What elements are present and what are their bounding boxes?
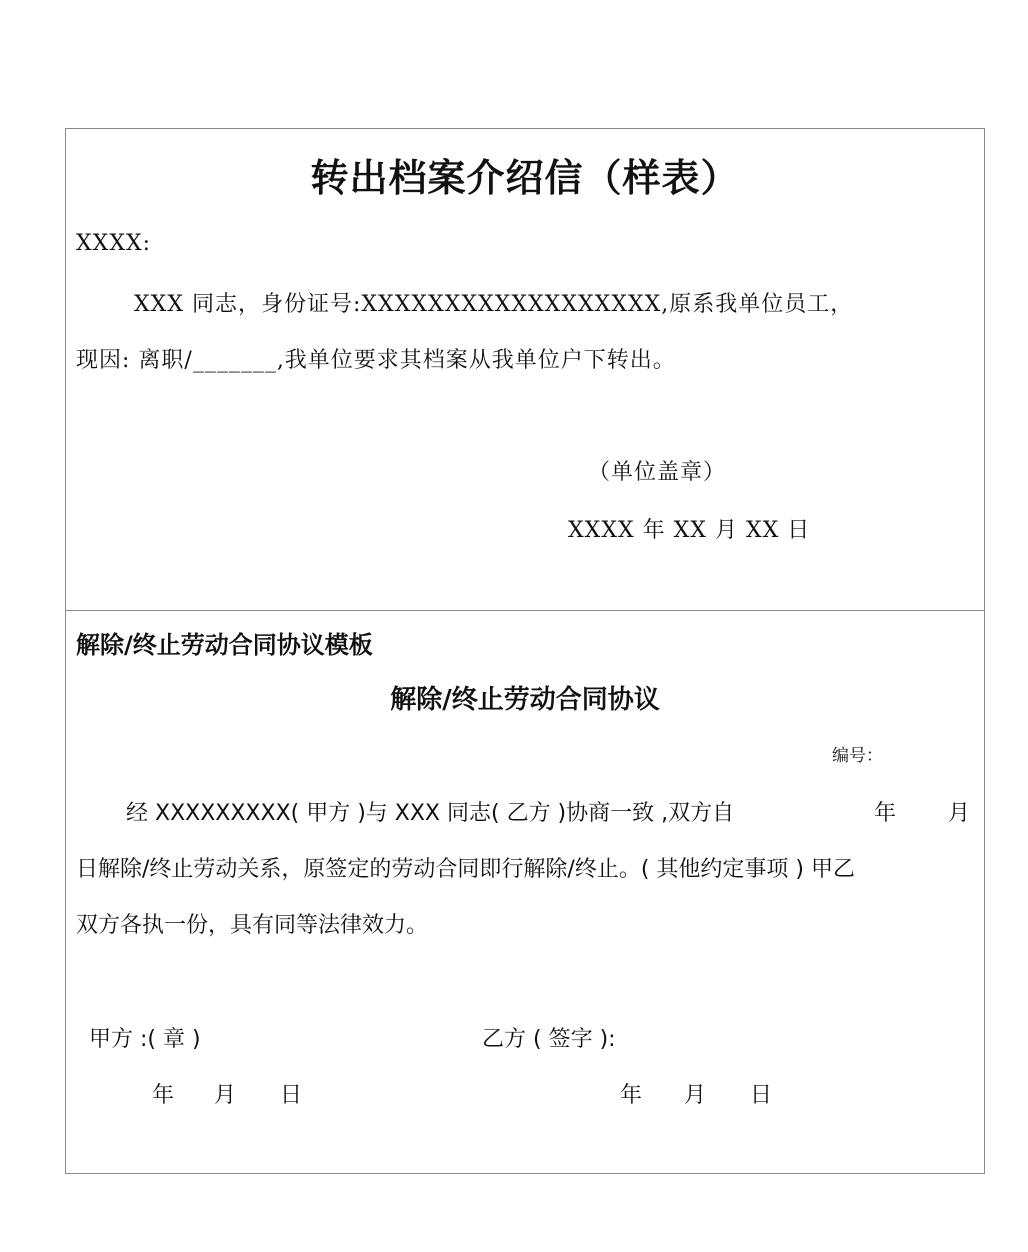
agreement-para-line2: [76, 852, 855, 883]
agreement-title: 解除/终止劳动合同协议: [390, 685, 660, 715]
party-a-label: 甲方 :( 章 ): [89, 1027, 201, 1052]
agreement-number-label: 编号：: [832, 746, 883, 766]
agreement-para-line3: 双方各执一份，具有同等法律效力。: [76, 913, 429, 938]
document-sheet: [65, 128, 985, 1174]
agreement-para-year: 年: [874, 801, 897, 826]
letter-title: 转出档案介绍信（样表）: [310, 155, 740, 200]
agreement-para-line2-rest: 解除/终止劳动关系，原签定的劳动合同即行解除/终止。( 其他约定事项 ) 甲乙: [98, 857, 855, 882]
party-b-date-month: 月: [684, 1083, 707, 1108]
agreement-para-day: 日: [76, 857, 99, 882]
party-a-date-day: 日: [280, 1083, 303, 1108]
agreement-para-line1: 经 XXXXXXXXX( 甲方 )与 XXX 同志( 乙方 )协商一致 ,双方自: [126, 801, 735, 826]
party-a-date-month: 月: [214, 1083, 237, 1108]
party-b-date-year: 年: [620, 1083, 643, 1108]
agreement-para-month: 月: [948, 801, 971, 826]
party-b-label: 乙方 ( 签字 ):: [482, 1027, 616, 1052]
section-divider: [66, 610, 984, 611]
agreement-section-heading: 解除/终止劳动合同协议模板: [76, 631, 373, 659]
letter-body-line2: 现因: 离职/_______,我单位要求其档案从我单位户下转出。: [76, 348, 676, 373]
letter-salutation: XXXX:: [76, 231, 152, 256]
party-a-date-year: 年: [152, 1083, 175, 1108]
letter-body-line1: XXX 同志，身份证号:XXXXXXXXXXXXXXXXXX,原系我单位员工，: [134, 292, 854, 317]
letter-stamp: （单位盖章）: [588, 460, 727, 485]
party-b-date-day: 日: [750, 1083, 773, 1108]
letter-date: XXXX 年 XX 月 XX 日: [568, 518, 811, 543]
